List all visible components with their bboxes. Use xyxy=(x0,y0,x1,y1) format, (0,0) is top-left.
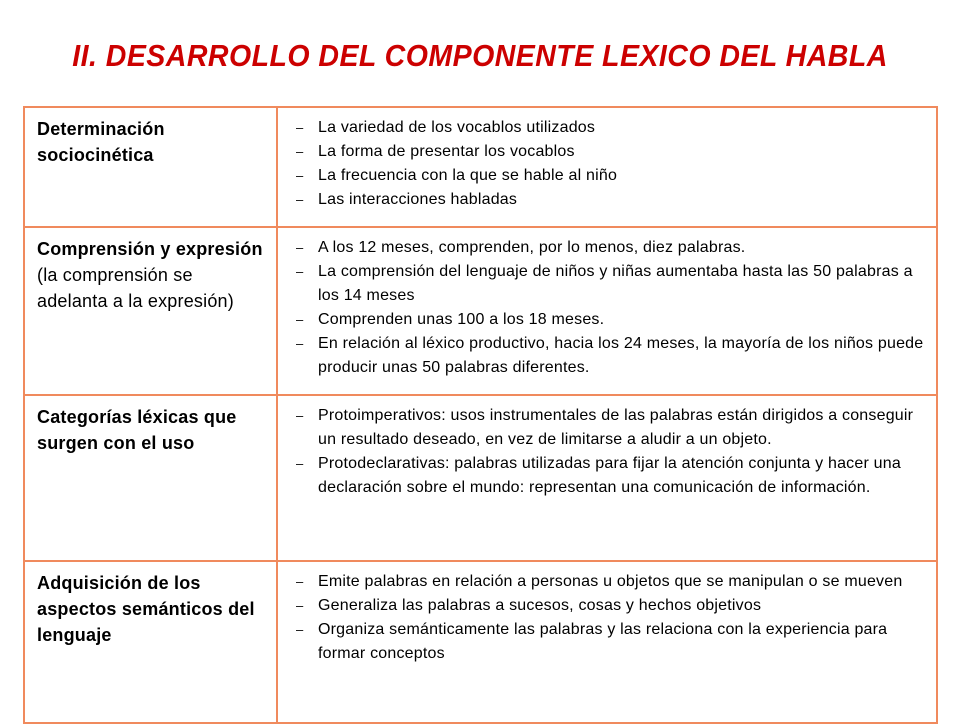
list-item xyxy=(294,140,924,164)
dash-icon: – xyxy=(296,574,304,589)
dash-icon: – xyxy=(296,336,304,351)
list-item xyxy=(294,594,924,618)
table-row xyxy=(24,107,937,227)
dash-icon: – xyxy=(296,120,304,135)
dash-icon: – xyxy=(296,264,304,279)
list-item-text: La variedad de los vocablos utilizados xyxy=(318,119,596,136)
list-item-text: Las interacciones habladas xyxy=(318,191,518,208)
list-item-text: Emite palabras en relación a personas u objetos que se manipulan o se mueven xyxy=(318,573,903,590)
row-content xyxy=(277,107,937,227)
list-item-text: La forma de presentar los vocablos xyxy=(318,143,575,160)
list-item-text: En relación al léxico productivo, hacia los 24 meses, la mayoría de los niños puede producir unas 50 palabras diferentes. xyxy=(318,335,924,376)
list-item xyxy=(294,260,924,308)
list-item xyxy=(294,188,924,212)
list-item xyxy=(294,116,924,140)
list-item-text: La comprensión del lenguaje de niños y niñas aumentaba hasta las 50 palabras a los 14 meses xyxy=(318,263,913,304)
page-title: II. DESARROLLO DEL COMPONENTE LEXICO DEL HABLA xyxy=(72,38,888,73)
dash-icon: – xyxy=(296,598,304,613)
list-item xyxy=(294,452,924,500)
bullet-list xyxy=(294,404,924,500)
list-item-text: Protodeclarativas: palabras utilizadas para fijar la atención conjunta y hacer una declaración sobre el mundo: representan una comunicación de información. xyxy=(318,455,901,496)
list-item-text: Protoimperativos: usos instrumentales de las palabras están dirigidos a conseguir un resultado deseado, en vez de limitarse a aludir a un objeto. xyxy=(318,407,914,448)
list-item xyxy=(294,164,924,188)
bullet-list xyxy=(294,236,924,380)
list-item xyxy=(294,570,924,594)
bullet-list xyxy=(294,570,924,666)
dash-icon: – xyxy=(296,168,304,183)
dash-icon: – xyxy=(296,240,304,255)
table-row xyxy=(24,227,937,395)
list-item xyxy=(294,332,924,380)
list-item xyxy=(294,404,924,452)
row-heading xyxy=(24,561,277,723)
row-heading xyxy=(24,107,277,227)
row-heading-text: Categorías léxicas que surgen con el uso xyxy=(37,407,237,453)
row-heading xyxy=(24,227,277,395)
list-item-text: Organiza semánticamente las palabras y las relaciona con la experiencia para formar conceptos xyxy=(318,621,888,662)
row-heading-text: Comprensión y expresión xyxy=(37,239,263,259)
content-table xyxy=(23,106,938,724)
table-row xyxy=(24,561,937,723)
dash-icon: – xyxy=(296,312,304,327)
dash-icon: – xyxy=(296,622,304,637)
row-heading xyxy=(24,395,277,561)
row-heading-note: (la comprensión se adelanta a la expresión) xyxy=(37,265,234,311)
dash-icon: – xyxy=(296,408,304,423)
list-item-text: Generaliza las palabras a sucesos, cosas y hechos objetivos xyxy=(318,597,762,614)
bullet-list xyxy=(294,116,924,212)
row-content xyxy=(277,561,937,723)
list-item-text: A los 12 meses, comprenden, por lo menos, diez palabras. xyxy=(318,239,746,256)
list-item-text: La frecuencia con la que se hable al niño xyxy=(318,167,618,184)
list-item xyxy=(294,618,924,666)
row-heading-text: Adquisición de los aspectos semánticos del lenguaje xyxy=(37,573,255,645)
row-content xyxy=(277,227,937,395)
list-item-text: Comprenden unas 100 a los 18 meses. xyxy=(318,311,605,328)
table-row xyxy=(24,395,937,561)
dash-icon: – xyxy=(296,144,304,159)
row-heading-text: Determinación sociocinética xyxy=(37,119,165,165)
dash-icon: – xyxy=(296,456,304,471)
list-item xyxy=(294,308,924,332)
row-content xyxy=(277,395,937,561)
list-item xyxy=(294,236,924,260)
dash-icon: – xyxy=(296,192,304,207)
